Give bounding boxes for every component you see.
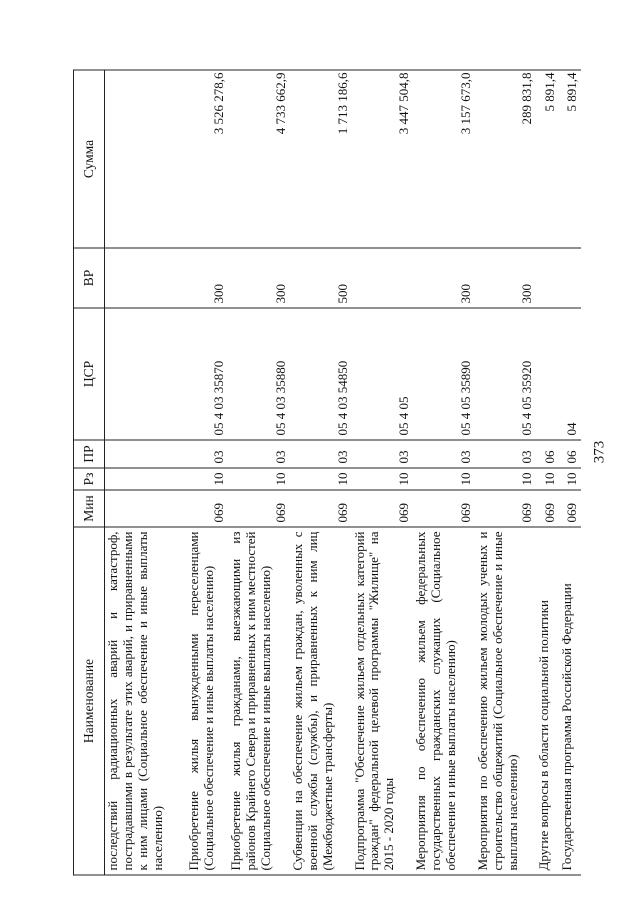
rotated-page-content — [73, 71, 581, 876]
cell-sum: 5 891,4 — [559, 70, 581, 248]
cell-vr — [559, 248, 581, 308]
cell-name: Мероприятия по обеспечению жильем федеральных государственных гражданских служащих (Социальное обеспечение и иные выплаты населению) — [413, 527, 475, 875]
header-name: Наименование — [74, 527, 105, 875]
cell-min — [105, 490, 187, 527]
cell-min: 069 — [290, 490, 352, 527]
cell-min: 069 — [475, 490, 537, 527]
cell-name: Приобретение жилья гражданами, выезжающими из районов Крайнего Севера и приравненных к ним местностей (Социальное обеспечение и иные выплаты населению) — [228, 527, 290, 875]
cell-pr: 06 — [559, 440, 581, 468]
cell-name: Другие вопросы в области социальной политики — [536, 527, 558, 875]
cell-csr: 05 4 03 35880 — [228, 308, 290, 440]
cell-sum — [105, 70, 187, 248]
table-row — [228, 70, 290, 875]
cell-vr: 300 — [186, 248, 228, 308]
cell-csr: 05 4 03 35870 — [186, 308, 228, 440]
table-header — [74, 70, 105, 875]
table-row — [559, 70, 581, 875]
cell-rz: 10 — [228, 468, 290, 490]
cell-pr — [105, 440, 187, 468]
cell-name: Приобретение жилья вынужденными переселенцами (Социальное обеспечение и иные выплаты населению) — [186, 527, 228, 875]
table-row — [186, 70, 228, 875]
cell-vr — [536, 248, 558, 308]
cell-sum: 289 831,8 — [475, 70, 537, 248]
table-body — [105, 70, 582, 875]
cell-vr: 300 — [475, 248, 537, 308]
cell-rz: 10 — [186, 468, 228, 490]
cell-rz: 10 — [352, 468, 414, 490]
cell-pr: 06 — [536, 440, 558, 468]
cell-name: последствий радиационных аварий и катастроф, пострадавшими в результате этих аварий, и приравненными к ним лицами (Социальное обеспечение и иные выплаты населению) — [105, 527, 187, 875]
cell-rz: 10 — [536, 468, 558, 490]
cell-min: 069 — [559, 490, 581, 527]
cell-min: 069 — [228, 490, 290, 527]
table-row — [105, 70, 187, 875]
header-vr: ВР — [74, 248, 105, 308]
cell-name: Государственная программа Российской Федерации — [559, 527, 581, 875]
header-sum: Сумма — [74, 70, 105, 248]
cell-pr: 03 — [290, 440, 352, 468]
cell-name: Субвенции на обеспечение жильем граждан, уволенных с военной службы (службы), и приравненных к ним лиц (Межбюджетные трансферты) — [290, 527, 352, 875]
cell-sum: 3 526 278,6 — [186, 70, 228, 248]
cell-csr: 05 4 05 — [352, 308, 414, 440]
cell-csr: 05 4 05 35920 — [475, 308, 537, 440]
cell-csr: 05 4 05 35890 — [413, 308, 475, 440]
cell-sum: 4 733 662,9 — [228, 70, 290, 248]
cell-sum: 3 447 504,8 — [352, 70, 414, 248]
cell-rz: 10 — [559, 468, 581, 490]
cell-sum: 1 713 186,6 — [290, 70, 352, 248]
cell-pr: 03 — [352, 440, 414, 468]
header-pr: ПР — [74, 440, 105, 468]
page-number: 373 — [591, 440, 608, 464]
cell-csr: 05 4 03 54850 — [290, 308, 352, 440]
cell-pr: 03 — [475, 440, 537, 468]
cell-csr — [536, 308, 558, 440]
header-rz: Рз — [74, 468, 105, 490]
budget-table — [73, 70, 581, 876]
cell-rz: 10 — [290, 468, 352, 490]
header-min: Мин — [74, 490, 105, 527]
cell-rz: 10 — [413, 468, 475, 490]
cell-vr — [105, 248, 187, 308]
table-row — [290, 70, 352, 875]
cell-sum: 5 891,4 — [536, 70, 558, 248]
cell-csr — [105, 308, 187, 440]
table-row — [475, 70, 537, 875]
cell-vr: 300 — [228, 248, 290, 308]
table-row — [413, 70, 475, 875]
cell-rz — [105, 468, 187, 490]
cell-sum: 3 157 673,0 — [413, 70, 475, 248]
cell-csr: 04 — [559, 308, 581, 440]
cell-pr: 03 — [186, 440, 228, 468]
cell-name: Подпрограмма "Обеспечение жильем отдельных категорий граждан" федеральной целевой программы "Жилище" на 2015 - 2020 годы — [352, 527, 414, 875]
cell-min: 069 — [536, 490, 558, 527]
cell-vr: 300 — [413, 248, 475, 308]
cell-name: Мероприятия по обеспечению жильем молодых ученых и строительство общежитий (Социальное обеспечение и иные выплаты населению) — [475, 527, 537, 875]
cell-vr — [352, 248, 414, 308]
table-row — [536, 70, 558, 875]
header-csr: ЦСР — [74, 308, 105, 440]
cell-min: 069 — [413, 490, 475, 527]
cell-pr: 03 — [228, 440, 290, 468]
cell-min: 069 — [352, 490, 414, 527]
cell-min: 069 — [186, 490, 228, 527]
table-row — [352, 70, 414, 875]
cell-rz: 10 — [475, 468, 537, 490]
cell-pr: 03 — [413, 440, 475, 468]
cell-vr: 500 — [290, 248, 352, 308]
